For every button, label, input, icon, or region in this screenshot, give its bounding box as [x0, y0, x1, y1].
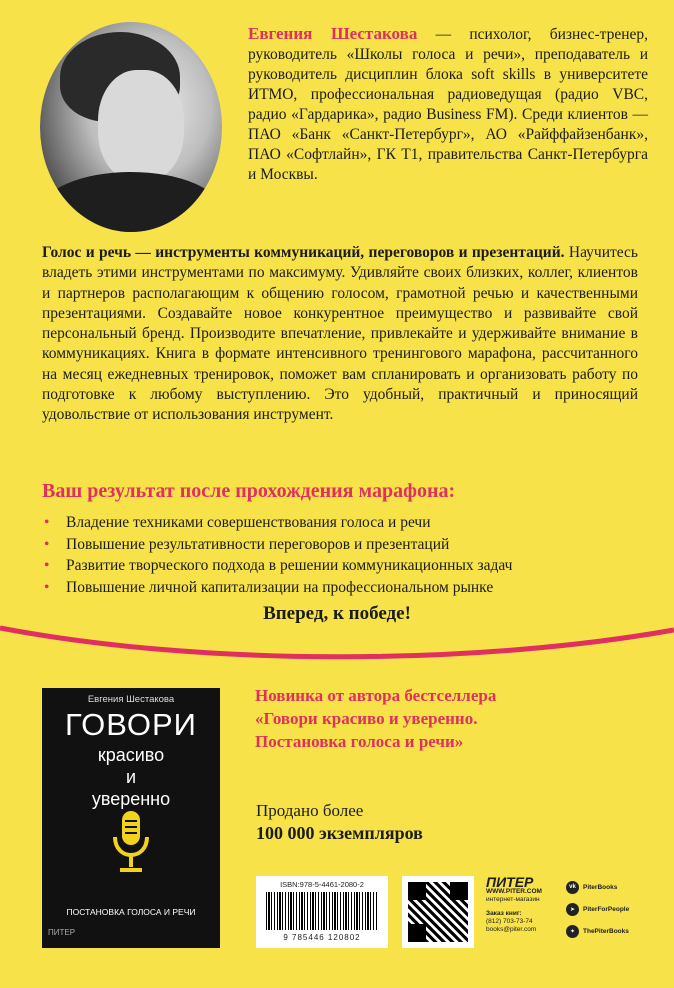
- zen-icon: ✦: [566, 925, 579, 938]
- book-cover-author: Евгения Шестакова: [87, 694, 175, 705]
- publisher-web: WWW.PITER.COM: [486, 888, 542, 895]
- qr-code: [402, 876, 474, 948]
- list-item: • Владение техниками совершенствования голоса и речи: [42, 512, 642, 534]
- telegram-icon: ➤: [566, 903, 579, 916]
- results-list: [42, 512, 642, 598]
- results-title: Ваш результат после прохождения марафона:: [42, 480, 456, 502]
- author-name: Евгения Шестакова: [248, 24, 418, 43]
- author-bio: [248, 24, 648, 185]
- description-body: Научитесь владеть этими инструментами по максимуму. Удивляйте своих близких, коллег, клиентов и партнеров располагающим к общению голосом, грамотной речью и качественными презентациями. Создавайте новое конкурентное преимущество и развивайте свой персональный бренд. Производите впечатление, привлекайте и удерживайте внимание в коммуникациях. Книга в формате интенсивного тренингового марафона, рассчитанного на месяц ежедневных тренировок, поможет вам спланировать и организовать работу по подготовке к любому выступлению. Это удобный, практичный и приносящий удовольствие от использования инструмент.: [42, 244, 638, 424]
- slogan: Вперед, к победе!: [263, 603, 411, 624]
- publisher-info: [486, 874, 566, 934]
- book-cover-publisher: ПИТЕР: [48, 928, 76, 937]
- author-photo: [40, 22, 222, 232]
- novelty-line: «Говори красиво и уверенно.: [255, 709, 478, 728]
- sold-count: 100 000 экземпляров: [256, 823, 423, 843]
- bullet-icon: •: [44, 557, 50, 574]
- list-item: • Развитие творческого подхода в решении коммуникационных задач: [42, 555, 642, 577]
- order-email: books@piter.com: [486, 926, 537, 933]
- novelty-line: Постановка голоса и речи»: [255, 732, 464, 751]
- novelty-block: [255, 684, 655, 753]
- sold-block: [256, 800, 423, 844]
- social-item: ➤ PiterForPeople: [566, 898, 666, 920]
- social-links: [566, 876, 666, 942]
- social-item: vk PiterBooks: [566, 876, 666, 898]
- isbn: ISBN:978-5-4461-2080-2: [280, 880, 364, 889]
- sold-line: Продано более: [256, 801, 364, 820]
- vk-icon: vk: [566, 881, 579, 894]
- book-cover-subtitle-2: и: [125, 767, 137, 787]
- order-phone: (812) 703-73-74: [486, 918, 533, 925]
- barcode: [256, 876, 388, 948]
- list-item: • Повышение результативности переговоров и презентаций: [42, 534, 642, 556]
- list-item: • Повышение личной капитализации на профессиональном рынке: [42, 577, 642, 599]
- author-bio-text: — психолог, бизнес-тренер, руководитель «Школы голоса и речи», преподаватель и руководитель дисциплин блока soft skills в университете ИТМО, профессиональная радиоведущая (радио VBC, радио «Гардарика», радио Business FM). Среди клиентов — ПАО «Банк «Санкт-Петербург», АО «Райффайзенбанк», ПАО «Софтлайн», ГК Т1, правительства Санкт-Петербурга и Москвы.: [248, 26, 648, 183]
- book-cover-title: ГОВОРИ: [65, 707, 197, 742]
- order-label: Заказ книг:: [486, 910, 522, 917]
- bullet-icon: •: [44, 514, 50, 531]
- publisher-logo: ПИТЕР: [486, 874, 534, 890]
- description: [42, 243, 638, 426]
- book-cover: [42, 688, 220, 948]
- pink-swoosh-decoration: [0, 620, 674, 670]
- social-item: ✦ ThePiterBooks: [566, 920, 666, 942]
- qr-code-icon: [408, 882, 468, 942]
- book-cover-subtitle-1: красиво: [97, 745, 165, 765]
- publisher-web-sub: интернет-магазин: [486, 896, 540, 903]
- book-cover-subtitle-3: уверенно: [91, 789, 171, 809]
- book-cover-bottom-text: ПОСТАНОВКА ГОЛОСА И РЕЧИ: [66, 907, 196, 917]
- bullet-icon: •: [44, 578, 50, 596]
- microphone-icon: [112, 809, 150, 875]
- description-lead: Голос и речь — инструменты коммуникаций, переговоров и презентаций.: [42, 244, 565, 261]
- bullet-icon: •: [44, 535, 50, 553]
- novelty-line: Новинка от автора бестселлера: [255, 686, 497, 705]
- barcode-digits: 9 785446 120802: [283, 933, 361, 942]
- barcode-bars: [266, 892, 378, 930]
